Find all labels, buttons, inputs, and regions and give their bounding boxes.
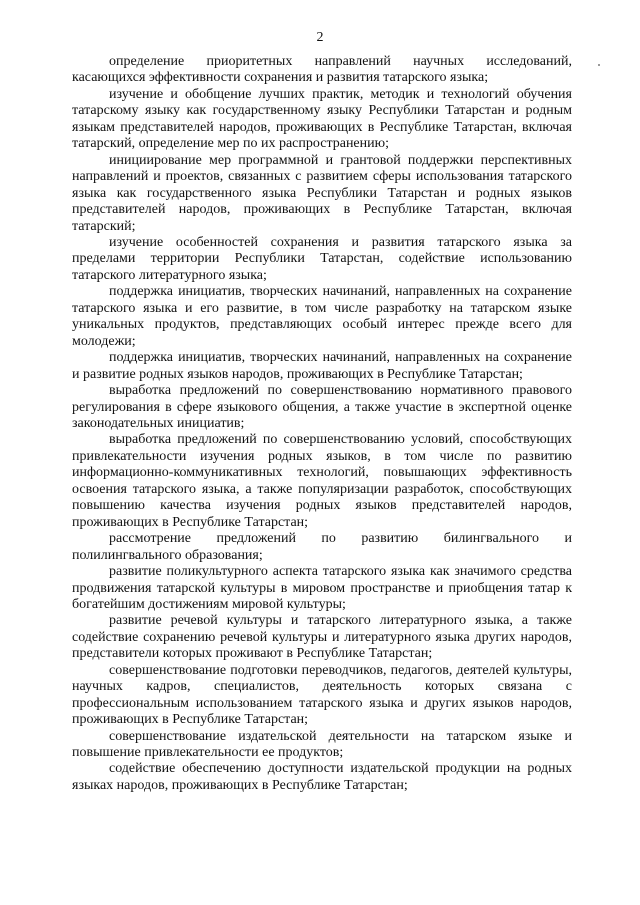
paragraph: поддержка инициатив, творческих начинаний, направленных на сохранение и развитие родных языков народов, проживающих в Республике Татарстан; (72, 350, 572, 382)
paragraph: выработка предложений по совершенствованию условий, способствующих привлекательности изучения родных языков, в том числе по развитию информационно-коммуникативных технологий, повышающих эффективность освоения татарского языка, а также популяризации разработок, способствующих повышению качества изучения родных языков представителей народов, проживающих в Республике Татарстан; (72, 432, 572, 530)
paragraph: содействие обеспечению доступности издательской продукции на родных языках народов, проживающих в Республике Татарстан; (72, 761, 572, 793)
scan-speck (598, 64, 600, 66)
paragraph: развитие речевой культуры и татарского литературного языка, а также содействие сохранению речевой культуры и литературного языка других народов, представители которых проживают в Республике Татарстан; (72, 613, 572, 662)
document-body (72, 54, 572, 794)
paragraph: совершенствование издательской деятельности на татарском языке и повышение привлекательности ее продуктов; (72, 728, 572, 761)
paragraph: совершенствование подготовки переводчиков, педагогов, деятелей культуры, научных кадров, специалистов, деятельность которых связана с профессиональным использованием татарского языка и других языков народов, проживающих в Республике Татарстан; (72, 662, 572, 728)
paragraph: изучение и обобщение лучших практик, методик и технологий обучения татарскому языку как государственному языку Республики Татарстан и родным языкам представителей народов, проживающих в Республике Татарстан, включая татарский, определение мер по их распространению; (72, 86, 572, 152)
paragraph: поддержка инициатив, творческих начинаний, направленных на сохранение татарского языка и его развитие, в том числе разработку на татарском языке уникальных продуктов, представляющих особый интерес прежде всего для молодежи; (72, 284, 572, 349)
paragraph: определение приоритетных направлений научных исследований, касающихся эффективности сохранения и развития татарского языка; (72, 54, 572, 86)
paragraph: рассмотрение предложений по развитию билингвального и полилингвального образования; (72, 531, 572, 563)
paragraph: инициирование мер программной и грантовой поддержки перспективных направлений и проектов, связанных с развитием сферы использования татарского языка как государственного языка Республики Татарстан и родных языков представителей народов, проживающих в Республике Татарстан, включая татарский; (72, 152, 572, 234)
paragraph: развитие поликультурного аспекта татарского языка как значимого средства продвижения татарской культуры в мировом пространстве и приобщения татар к богатейшим достижениям мировой культуры; (72, 564, 572, 612)
page-number: 2 (316, 30, 324, 45)
paragraph: изучение особенностей сохранения и развития татарского языка за пределами территории Республики Татарстан, содействие использованию татарского литературного языка; (72, 234, 572, 283)
paragraph: выработка предложений по совершенствованию нормативного правового регулирования в сфере языкового общения, а также участие в экспертной оценке законодательных инициатив; (72, 383, 572, 431)
